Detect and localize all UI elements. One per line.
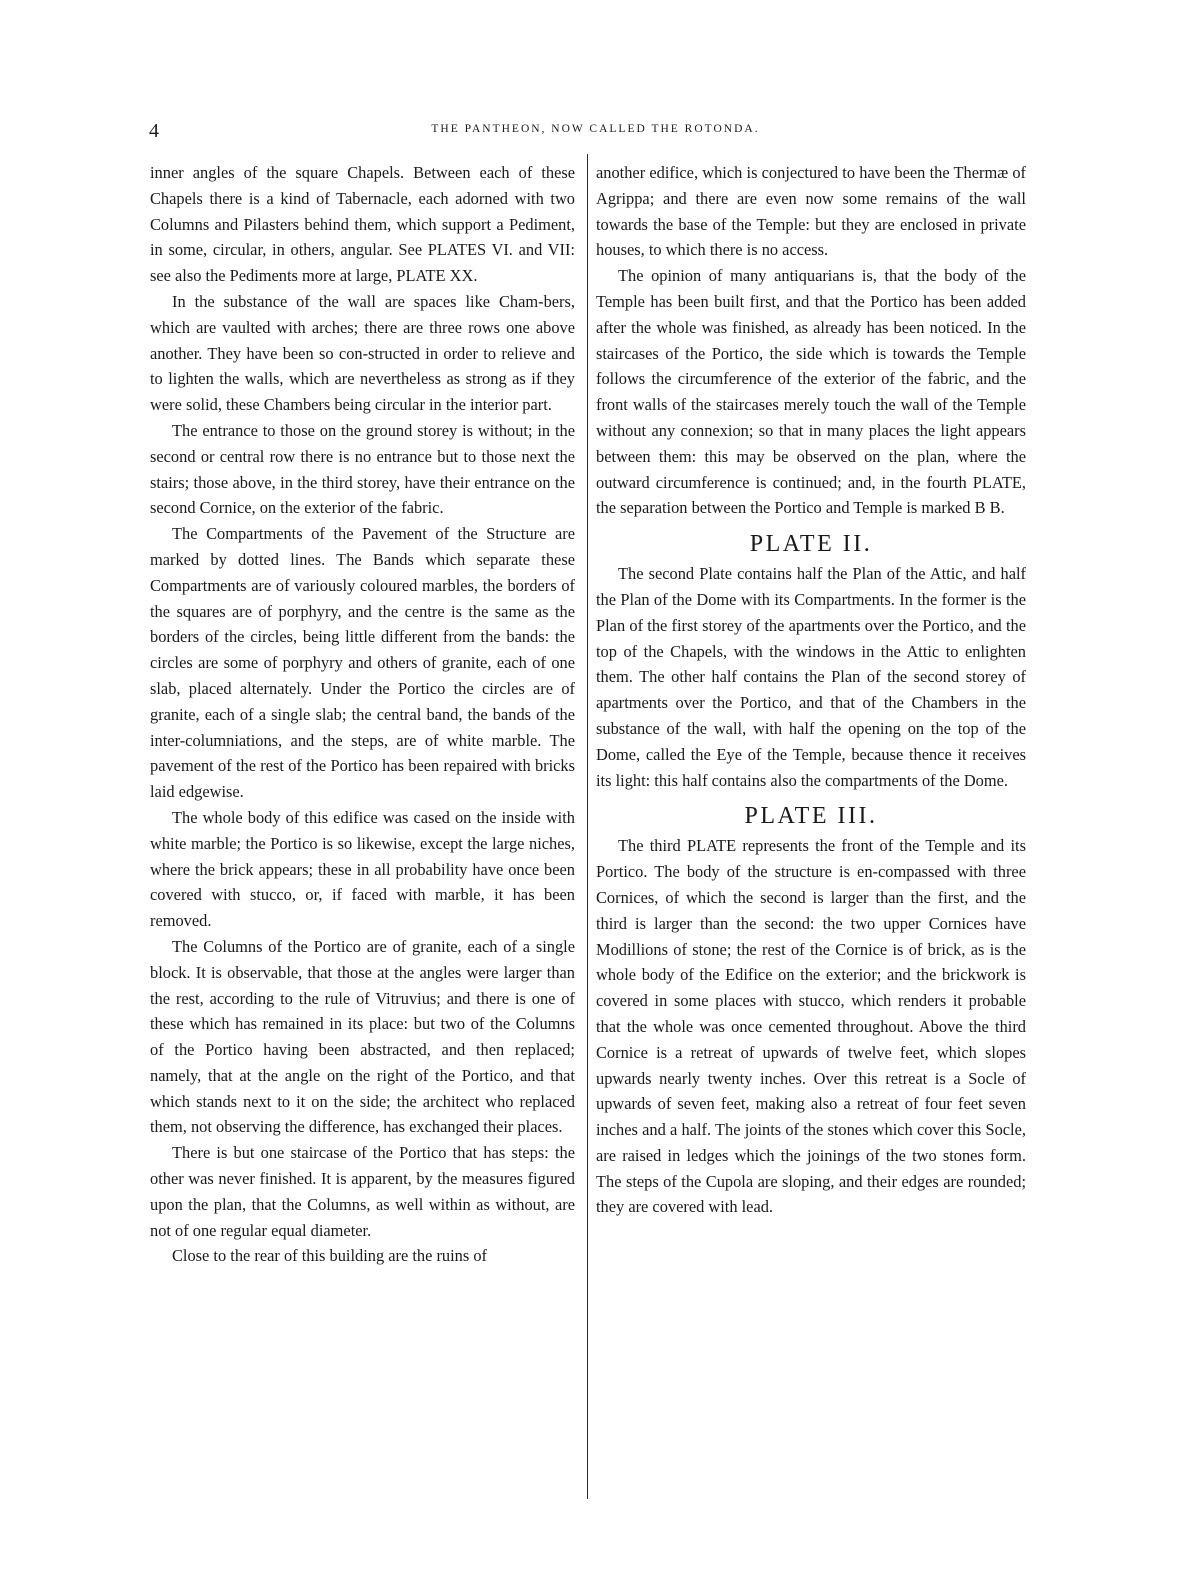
paragraph: The Compartments of the Pavement of the Structure are marked by dotted lines. The Bands which separate these Compartments are of variously coloured marbles, the borders of the squares are of porphyry, and the centre is the same as the borders of the circles, being little different from the bands: the circles are some of porphyry and others of granite, each of one slab, placed alternately. Under the Portico the circles are of granite, each of a single slab; the central band, the bands of the inter-columniations, and the steps, are of white marble. The pavement of the rest of the Portico has been repaired with bricks laid edgewise. [150, 524, 575, 802]
column-divider [587, 154, 588, 1499]
right-column [596, 160, 1026, 1220]
paragraph: Close to the rear of this building are the ruins of [172, 1246, 487, 1266]
plate-ii-heading: PLATE II. [749, 531, 873, 558]
paragraph: There is but one staircase of the Portico that has steps: the other was never finished. It is apparent, by the measures figured upon the plan, that the Columns, as well within as without, are not of one regular equal diameter. [150, 1143, 575, 1240]
running-head: THE PANTHEON, NOW CALLED THE ROTONDA. [431, 123, 760, 135]
paragraph: In the substance of the wall are spaces like Cham-bers, which are vaulted with arches; there are three rows one above another. They have been so con-structed in order to relieve and to lighten the walls, which are nevertheless as strong as if they were solid, these Chambers being circular in the interior part. [150, 291, 575, 415]
paragraph: The opinion of many antiquarians is, that the body of the Temple has been built first, and that the Portico has been added after the whole was finished, as already has been noticed. In the staircases of the Portico, the side which is towards the Temple follows the circumference of the exterior of the fabric, and the front walls of the staircases merely touch the wall of the Temple without any connexion; so that in many places the light appears between them: this may be observed on the plan, where the outward circumference is continued; and, in the fourth PLATE, the separation between the Portico and Temple is marked B B. [596, 266, 1026, 518]
paragraph: The Columns of the Portico are of granite, each of a single block. It is observable, that those at the angles were larger than the rest, according to the rule of Vitruvius; and there is one of these which has remained in its place: but two of the Columns of the Portico having been abstracted, and then replaced; namely, that at the angle on the right of the Portico, and that which stands next to it on the side; the architect who replaced them, not observing the difference, has exchanged their places. [150, 936, 575, 1137]
paragraph: The entrance to those on the ground storey is without; in the second or central row there is no entrance but to those next the stairs; those above, in the third storey, have their entrance on the second Cornice, on the exterior of the fabric. [150, 420, 575, 518]
paragraph: inner angles of the square Chapels. Between each of these Chapels there is a kind of Tabernacle, each adorned with two Columns and Pilasters behind them, which support a Pediment, in some, circular, in others, angular. See PLATES VI. and VII: see also the Pediments more at large, PLATE XX. [150, 163, 575, 286]
page-number: 4 [149, 120, 159, 142]
paragraph: The whole body of this edifice was cased on the inside with white marble; the Portico is so likewise, except the large niches, where the brick appears; these in all probability have once been covered with stucco, or, if faced with marble, it has been removed. [150, 807, 575, 931]
paragraph: The second Plate contains half the Plan of the Attic, and half the Plan of the Dome with its Compartments. In the former is the Plan of the first storey of the apartments over the Portico, and the top of the Chapels, with the windows in the Attic to enlighten them. The other half contains the Plan of the second storey of apartments over the Portico, and that of the Chambers in the substance of the wall, with half the opening on the top of the Dome, called the Eye of the Temple, because thence it receives its light: this half contains also the compartments of the Dome. [596, 564, 1026, 790]
paragraph: The third PLATE represents the front of the Temple and its Portico. The body of the structure is en-compassed with three Cornices, of which the second is larger than the first, and the third is larger than the second: the two upper Cornices have Modillions of stone; the rest of the Cornice is of brick, as is the whole body of the Edifice on the exterior; and the brickwork is covered in some places with stucco, which renders it probable that the whole was once cemented throughout. Above the third Cornice is a retreat of upwards of twelve feet, which slopes upwards nearly twenty inches. Over this retreat is a Socle of upwards of seven feet, making also a retreat of four feet seven inches and a half. The joints of the stones which cover this Socle, are raised in ledges which the joinings of the two stones form. The steps of the Cupola are sloping, and their edges are rounded; they are covered with lead. [596, 836, 1026, 1217]
plate-iii-heading: PLATE III. [744, 803, 878, 830]
left-column [150, 160, 575, 1269]
paragraph: another edifice, which is conjectured to have been the Thermæ of Agrippa; and there are even now some remains of the wall towards the base of the Temple: but they are enclosed in private houses, to which there is no access. [596, 163, 1026, 260]
